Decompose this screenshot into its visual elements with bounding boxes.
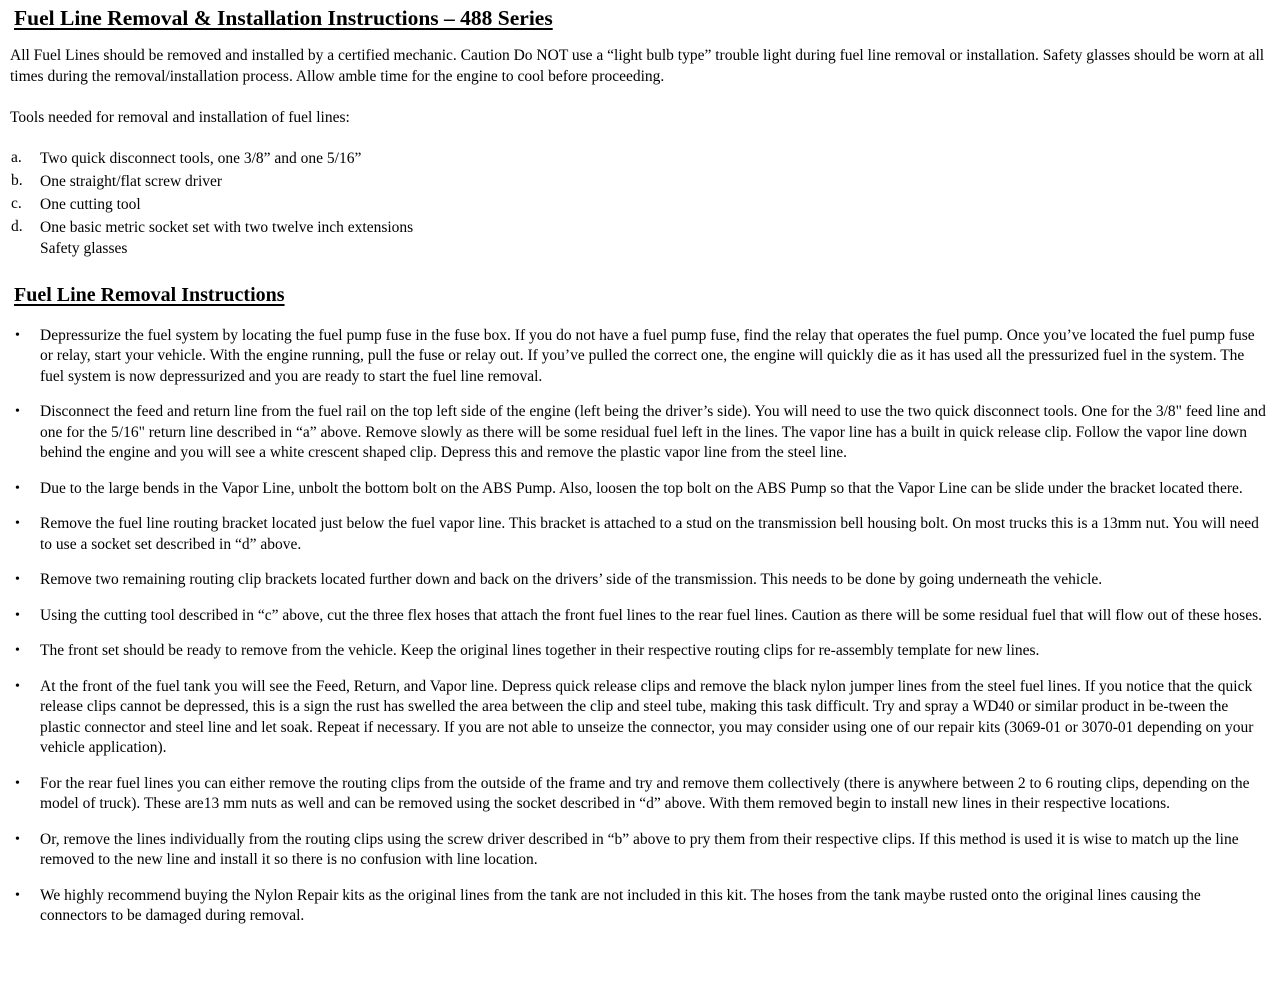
tools-list [10,148,1268,260]
bullet-text: At the front of the fuel tank you will see the Feed, Return, and Vapor line. Depress quick release clips and remove the black nylon jumper lines from the steel fuel lines. If you notice that the quick release clips cannot be depressed, this is a sign the rust has swelled the area between the clip and steel tube, making this task difficult. Try and spray a WD40 or similar product in be-tween the plastic connector and steel line and let soak. Repeat if necessary. If you are not able to unseize the connector, you may consider using one of our repair kits (3069-01 or 3070-01 depending on your vehicle application). [40,677,1254,756]
bullet-icon: • [15,480,20,496]
bullet-icon: • [15,404,20,419]
list-marker: b. [11,171,23,189]
page-title: Fuel Line Removal & Installation Instructions – 488 Series [14,6,553,30]
bullet-icon: • [15,516,20,531]
bullet-icon: • [15,572,20,587]
list-item [10,641,1268,662]
list-item [10,148,1268,170]
bullet-icon: • [15,327,20,343]
list-item [10,570,1268,591]
intro-paragraph: All Fuel Lines should be removed and installed by a certified mechanic. Caution Do NOT use a “light bulb type” trouble light during fuel line removal or installation. Safety glasses should be worn at all times during the removal/installation process. Allow amble time for the engine to cool before proceeding. [10,47,1265,85]
bullet-icon: • [15,831,20,847]
list-item [10,171,1268,193]
bullet-icon: • [15,678,20,694]
list-item-line: One basic metric socket set with two twelve inch extensions [40,218,414,236]
list-item [10,606,1268,627]
list-item-text [40,217,1268,260]
bullet-text: The front set should be ready to remove from the vehicle. Keep the original lines together in their respective routing clips for re-assembly template for new lines. [40,642,1040,659]
list-item [10,886,1268,927]
list-item [10,514,1268,555]
bullet-icon: • [15,775,20,791]
list-item-continuation: Safety glasses [40,240,128,257]
list-item [10,326,1268,388]
section-title: Fuel Line Removal Instructions [14,283,285,306]
list-item [10,830,1268,871]
bullet-text: Using the cutting tool described in “c” above, cut the three flex hoses that attach the front fuel lines to the rear fuel lines. Caution as there will be some residual fuel that will flow out of these hoses. [40,606,1262,624]
list-marker: a. [11,148,22,166]
list-marker: c. [11,194,22,212]
list-item [10,194,1268,216]
list-item-text: One cutting tool [40,195,141,213]
bullet-text: For the rear fuel lines you can either remove the routing clips from the outside of the frame and try and remove them collectively (there is anywhere between 2 to 6 routing clips, depending on the model of truck). These are13 mm nuts as well and can be removed using the socket described in “d” above. With them removed begin to install new lines in their respective locations. [40,774,1250,812]
list-item [10,677,1268,759]
list-item [10,774,1268,815]
list-item-text: Two quick disconnect tools, one 3/8” and one 5/16” [40,149,362,167]
bullet-text: Or, remove the lines individually from the routing clips using the screw driver described in “b” above to pry them from their respective clips. If this method is used it is wise to match up the line removed to the new line and install it so there is no confusion with line location. [40,830,1239,868]
bullet-text: Depressurize the fuel system by locating the fuel pump fuse in the fuse box. If you do not have a fuel pump fuse, find the relay that operates the fuel pump. Once you’ve located the fuel pump fuse or relay, start your vehicle. With the engine running, pull the fuse or relay out. If you’ve pulled the correct one, the engine will quickly die as it has used all the pressurized fuel in the system. The fuel system is now depressurized and you are ready to start the fuel line removal. [40,326,1255,385]
list-item-text: One straight/flat screw driver [40,172,223,190]
list-item [10,402,1268,464]
list-item [10,217,1268,260]
bullet-text: Due to the large bends in the Vapor Line, unbolt the bottom bolt on the ABS Pump. Also, loosen the top bolt on the ABS Pump so that the Vapor Line can be slide under the bracket located there. [40,479,1243,497]
bullet-text: Remove the fuel line routing bracket located just below the fuel vapor line. This bracket is attached to a stud on the transmission bell housing bolt. On most trucks this is a 13mm nut. You will need to use a socket set described in “d” above. [40,515,1259,553]
bullet-text: Disconnect the feed and return line from the fuel rail on the top left side of the engine (left being the driver’s side). You will need to use the two quick disconnect tools. One for the 3/8" feed line and one for the 5/16" return line described in “a” above. Remove slowly as there will be some residual fuel left in the lines. The vapor line has a built in quick release clip. Follow the vapor line down behind the engine and you will see a white crescent shaped clip. Depress this and remove the plastic vapor line from the steel line. [40,403,1266,461]
tools-intro-line: Tools needed for removal and installation of fuel lines: [10,109,350,126]
bullet-icon: • [15,643,20,658]
list-item [10,479,1268,500]
list-marker: d. [11,217,23,235]
bullet-text: Remove two remaining routing clip brackets located further down and back on the drivers’ side of the transmission. This needs to be done by going underneath the vehicle. [40,571,1103,588]
bullet-icon: • [15,887,20,903]
bullet-icon: • [15,607,20,623]
bullet-text: We highly recommend buying the Nylon Repair kits as the original lines from the tank are not included in this kit. The hoses from the tank maybe rusted onto the original lines causing the connectors to be damaged during removal. [40,886,1201,924]
instructions-list [10,326,1268,927]
